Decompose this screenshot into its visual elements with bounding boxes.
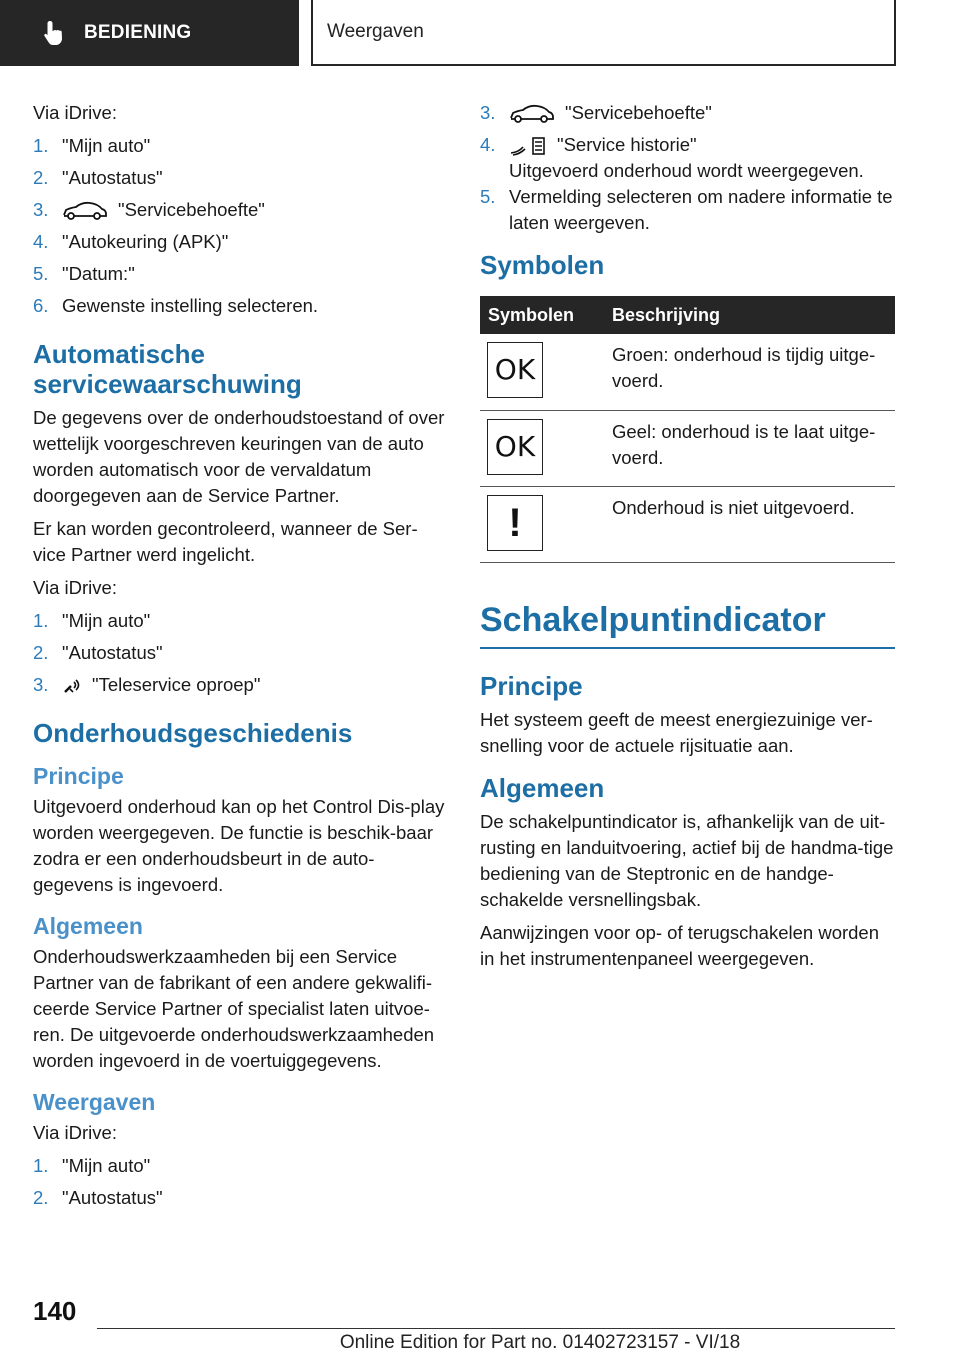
step-list: [480, 100, 895, 236]
service-history-icon: [509, 135, 547, 157]
paragraph: Uitgevoerd onderhoud kan op het Control Dis‐play worden weergegeven. De functie is beschik‐baar zodra er een onderhoudsbeurt in de auto‐gegevens is ingevoerd.: [33, 796, 445, 895]
list-item: 6. Gewenste instelling selecteren.: [33, 295, 319, 316]
step-list: [33, 608, 449, 704]
list-item: 1. "Mijn auto": [33, 610, 151, 631]
table-header-symbols: Symbolen: [480, 296, 604, 334]
car-outline-icon: [62, 201, 108, 221]
heading-general: Algemeen: [480, 772, 605, 803]
page-number: 140: [33, 1296, 77, 1326]
via-idrive-label: Via iDrive:: [33, 577, 117, 598]
list-item: 5. Vermelding selecteren om nadere informatie te laten weergeven.: [480, 186, 893, 233]
heading-general: Algemeen: [33, 913, 143, 939]
footer-edition: Online Edition for Part no. 01402723157 - VI/18: [339, 1332, 741, 1353]
paragraph: Aanwijzingen voor op- of terugschakelen worden in het instrumentenpaneel weergegeven.: [480, 921, 880, 969]
subsection-title: Weergaven: [327, 21, 424, 42]
paragraph: Het systeem geeft de meest energiezuinige ver‐snelling voor de actuele rijsituatie aan.: [480, 708, 873, 756]
table-row: [480, 410, 895, 486]
symbols-table: [480, 296, 895, 563]
table-header-description: Beschrijving: [604, 296, 895, 334]
list-item: 3. "Servicebehoefte": [33, 199, 265, 220]
list-item: 2. "Autostatus": [33, 1187, 163, 1208]
paragraph: Er kan worden gecontroleerd, wanneer de Ser‐vice Partner werd ingelicht.: [33, 518, 418, 565]
ok-yellow-icon: OK: [487, 419, 543, 475]
footer-divider: [97, 1328, 895, 1329]
heading-maintenance-history: Onderhoudsgeschiedenis: [33, 718, 353, 748]
step-list: [33, 133, 449, 325]
car-outline-icon: [509, 104, 555, 124]
paragraph: Onderhoudswerkzaamheden bij een Service Partner van de fabrikant of een andere gekwalifi‐ceerde Service Partner of specialist laten uitvoe‐ren. De uitgevoerde onderhoudswerkzaamheden worden ingevoerd in de voertuiggegevens.: [33, 946, 435, 1071]
section-tab: [0, 0, 299, 66]
right-column: [480, 100, 895, 979]
table-row: [480, 486, 895, 562]
heading-symbols: Symbolen: [480, 250, 605, 280]
paragraph: De schakelpuntindicator is, afhankelijk van de uit‐rusting en landuitvoering, actief bij de handma‐tige bediening van de Steptronic en de handge‐schakelde versnellingsbak.: [480, 810, 894, 910]
table-cell-description: Groen: onderhoud is tijdig uitge‐voerd.: [604, 334, 895, 410]
subsection-tab: [311, 0, 896, 66]
heading-principle: Principe: [33, 763, 124, 789]
section-title: BEDIENING: [84, 22, 192, 43]
via-idrive-label: Via iDrive:: [33, 102, 117, 123]
list-item: 2. "Autostatus": [33, 642, 163, 663]
via-idrive-label: Via iDrive:: [33, 1122, 117, 1143]
heading-shift-point-indicator: Schakelpuntindicator: [480, 599, 895, 649]
heading-automatic-service-warning: Automatische servicewaarschuwing: [33, 339, 302, 399]
heading-principle: Principe: [480, 670, 583, 701]
table-row: [480, 334, 895, 410]
left-column: [33, 100, 449, 1231]
hand-pointer-icon: [42, 19, 66, 47]
list-item: 2. "Autostatus": [33, 167, 163, 188]
exclamation-icon: !: [487, 495, 543, 551]
list-item: 4. "Service historie" Uitgevoerd onderhoud wordt weergegeven.: [480, 134, 864, 181]
heading-displays: Weergaven: [33, 1089, 156, 1115]
list-item: 1. "Mijn auto": [33, 135, 151, 156]
paragraph: De gegevens over de onderhoudstoestand of over wettelijk voorgeschreven keuringen van de auto worden automatisch voor de vervaldatum doorgegeven aan de Service Partner.: [33, 407, 445, 506]
list-item: 4. "Autokeuring (APK)": [33, 231, 229, 252]
list-item: 1. "Mijn auto": [33, 1155, 151, 1176]
ok-green-icon: OK: [487, 342, 543, 398]
list-item: 5. "Datum:": [33, 263, 135, 284]
list-item: 3. "Servicebehoefte": [480, 102, 712, 123]
table-cell-description: Geel: onderhoud is te laat uitge‐voerd.: [604, 410, 895, 486]
list-item: 3. "Teleservice oproep": [33, 674, 261, 695]
teleservice-icon: [62, 676, 82, 696]
table-cell-description: Onderhoud is niet uitgevoerd.: [604, 486, 895, 562]
step-list: [33, 1153, 449, 1217]
